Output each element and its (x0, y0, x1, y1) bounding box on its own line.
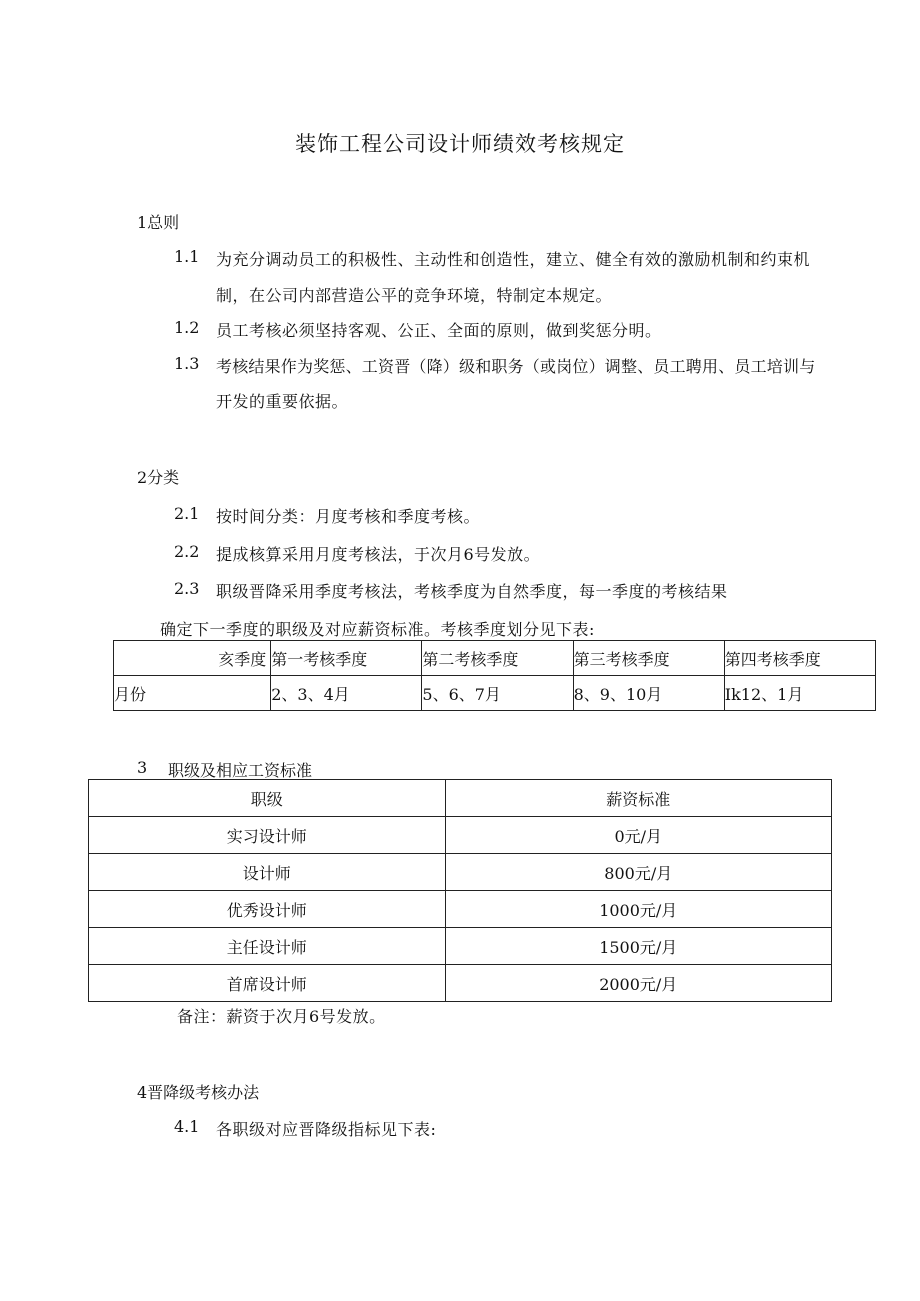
item-2-3-text: 职级晋降采用季度考核法，考核季度为自然季度，每一季度的考核结果 (216, 582, 728, 601)
quarter-months-row (114, 676, 876, 711)
grade-cell: 主任设计师 (89, 928, 446, 965)
item-2-3-number: 2.3 (174, 579, 200, 598)
item-1-3-line1: 考核结果作为奖惩、工资晋（降）级和职务（或岗位）调整、员工聘用、员工培训与 (216, 357, 816, 376)
section-1-heading: 1总则 (137, 213, 180, 232)
quarter-table (113, 640, 876, 711)
item-1-3-number: 1.3 (174, 354, 200, 373)
grade-cell: 设计师 (89, 854, 446, 891)
salary-row (89, 854, 832, 891)
quarter-header-cell: 第二考核季度 (422, 641, 573, 676)
item-2-3-continuation: 确定下一季度的职级及对应薪资标准。考核季度划分见下表: (160, 620, 595, 639)
item-4-1-number: 4.1 (174, 1117, 200, 1136)
document-title: 装饰工程公司设计师绩效考核规定 (295, 132, 625, 156)
salary-cell: 0元/月 (445, 817, 832, 854)
quarter-header-cell: 第三考核季度 (573, 641, 724, 676)
item-1-2-text: 员工考核必须坚持客观、公正、全面的原则，做到奖惩分明。 (216, 321, 662, 340)
salary-header-row (89, 780, 832, 817)
salary-header-cell: 薪资标准 (445, 780, 832, 817)
salary-row (89, 817, 832, 854)
salary-row (89, 891, 832, 928)
item-2-2-number: 2.2 (174, 542, 200, 561)
months-cell: 2、3、4月 (271, 676, 422, 711)
section-4-heading: 4晋降级考核办法 (137, 1083, 260, 1102)
section-3-heading-number: 3 (137, 758, 148, 777)
section-3-heading: 职级及相应工资标准 (168, 761, 313, 780)
quarter-header-cell: 第四考核季度 (724, 641, 875, 676)
quarter-header-cell: 第一考核季度 (271, 641, 422, 676)
salary-cell: 2000元/月 (445, 965, 832, 1002)
salary-table (88, 779, 832, 1002)
salary-cell: 1000元/月 (445, 891, 832, 928)
corner-cell-top: 亥季度 (114, 641, 271, 676)
grade-cell: 首席设计师 (89, 965, 446, 1002)
salary-note: 备注：薪资于次月6号发放。 (177, 1007, 386, 1026)
grade-cell: 优秀设计师 (89, 891, 446, 928)
item-2-1-number: 2.1 (174, 504, 200, 523)
item-1-1-line1: 为充分调动员工的积极性、主动性和创造性，建立、健全有效的激励机制和约束机 (216, 250, 811, 269)
salary-cell: 1500元/月 (445, 928, 832, 965)
quarter-header-row (114, 641, 876, 676)
salary-header-cell: 职级 (89, 780, 446, 817)
item-1-2-number: 1.2 (174, 318, 200, 337)
item-4-1-text: 各职级对应晋降级指标见下表: (216, 1120, 437, 1139)
item-1-1-number: 1.1 (174, 247, 200, 266)
salary-row (89, 928, 832, 965)
item-2-1-text: 按时间分类：月度考核和季度考核。 (216, 507, 481, 526)
item-1-3-line2: 开发的重要依据。 (216, 392, 349, 411)
months-cell: Ik12、1月 (724, 676, 875, 711)
months-cell: 8、9、10月 (573, 676, 724, 711)
section-2-heading: 2分类 (137, 468, 180, 487)
item-2-2-text: 提成核算采用月度考核法，于次月6号发放。 (216, 545, 541, 564)
salary-row (89, 965, 832, 1002)
grade-cell: 实习设计师 (89, 817, 446, 854)
item-1-1-line2: 制，在公司内部营造公平的竞争环境，特制定本规定。 (216, 286, 613, 305)
salary-cell: 800元/月 (445, 854, 832, 891)
months-cell: 5、6、7月 (422, 676, 573, 711)
corner-cell-bottom: 月份 (114, 676, 271, 711)
